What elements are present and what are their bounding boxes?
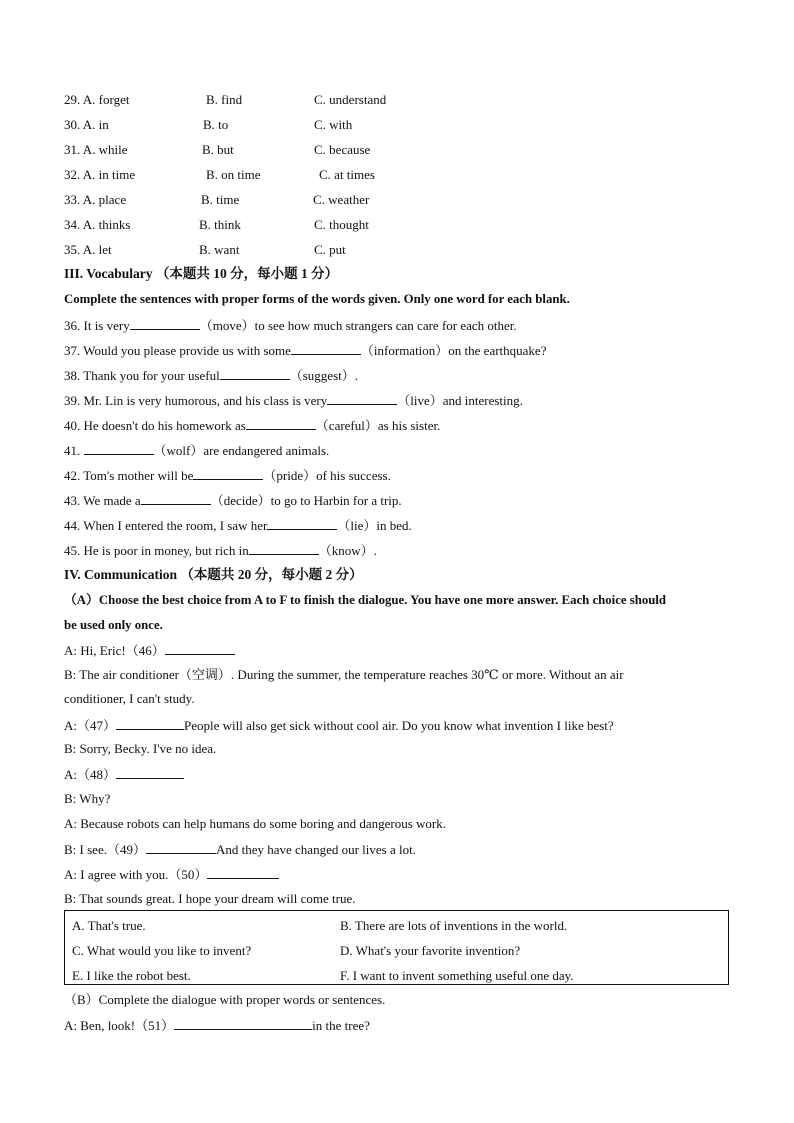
option-32-c: C. at times [319,167,375,182]
dialogue-line: A:（47） People will also get sick without cool air. Do you know what invention I like best? [64,718,614,733]
option-31-a: 31. A. while [64,142,128,157]
question-43: 43. We made a （decide）to go to Harbin for a trip. [64,493,402,508]
vocab-instruction: Complete the sentences with proper forms of the words given. Only one word for each blank. [64,292,570,306]
answer-blank[interactable] [291,342,361,355]
option-33-b: B. time [201,192,240,207]
comm-heading: IV. Communication （本题共 20 分，每小题 2 分） [64,567,363,582]
answer-blank[interactable] [116,766,184,779]
comm-instruction-a-line1: （A）Choose the best choice from A to F to finish the dialogue. You have one more answer. Each choice should [64,593,667,607]
dialogue-line: B: Sorry, Becky. I've no idea. [64,741,217,756]
dialogue-line: A: Hi, Eric!（46） [64,642,235,659]
option-34-b: B. think [199,217,241,232]
choice-c: C. What would you like to invent? [72,943,252,958]
question-41: 41. （wolf）are endangered animals. [64,443,330,458]
option-31-c: C. because [314,142,371,157]
dialogue-line: A: Ben, look!（51） in the tree? [64,1018,370,1033]
question-39: 39. Mr. Lin is very humorous, and his class is very （live）and interesting. [64,393,523,408]
answer-blank[interactable] [220,367,290,380]
dialogue-line: A: I agree with you.（50） [64,866,279,883]
option-30-a: 30. A. in [64,117,109,132]
dialogue-line: B: I see.（49） And they have changed our lives a lot. [64,842,416,857]
option-33-a: 33. A. place [64,192,127,207]
option-31-b: B. but [202,142,234,157]
comm-instruction-b: （B）Complete the dialogue with proper words or sentences. [64,992,386,1007]
answer-blank[interactable] [249,542,319,555]
question-45: 45. He is poor in money, but rich in （know）. [64,543,377,558]
question-44: 44. When I entered the room, I saw her （lie）in bed. [64,518,412,533]
choice-a: A. That's true. [72,918,146,933]
answer-blank[interactable] [267,517,337,530]
option-29-c: C. understand [314,92,387,107]
answer-blank[interactable] [246,417,316,430]
option-35-b: B. want [199,242,240,257]
option-29-a: 29. A. forget [64,92,130,107]
answer-blank[interactable] [141,492,211,505]
dialogue-line: B: That sounds great. I hope your dream will come true. [64,891,356,906]
option-35-a: 35. A. let [64,242,112,257]
comm-instruction-a-line2: be used only once. [64,618,163,632]
choice-f: F. I want to invent something useful one day. [340,968,574,983]
answer-blank[interactable] [207,866,279,879]
vocab-heading: III. Vocabulary （本题共 10 分，每小题 1 分） [64,266,339,281]
answer-blank[interactable] [130,317,200,330]
option-29-b: B. find [206,92,243,107]
option-32-b: B. on time [206,167,261,182]
answer-blank[interactable] [174,1017,312,1030]
answer-blank[interactable] [193,467,263,480]
answer-blank[interactable] [146,841,216,854]
question-42: 42. Tom's mother will be （pride）of his success. [64,468,391,483]
question-38: 38. Thank you for your useful （suggest）. [64,368,358,383]
dialogue-line: A: Because robots can help humans do some boring and dangerous work. [64,816,446,831]
question-36: 36. It is very （move）to see how much strangers can care for each other. [64,318,517,333]
answer-blank[interactable] [84,442,154,455]
choice-d: D. What's your favorite invention? [340,943,521,958]
option-32-a: 32. A. in time [64,167,136,182]
answer-blank[interactable] [116,717,184,730]
dialogue-line: B: Why? [64,791,111,806]
answer-blank[interactable] [165,642,235,655]
answer-blank[interactable] [327,392,397,405]
question-40: 40. He doesn't do his homework as （careful）as his sister. [64,418,441,433]
option-34-c: C. thought [314,217,369,232]
option-34-a: 34. A. thinks [64,217,131,232]
option-35-c: C. put [314,242,346,257]
option-33-c: C. weather [313,192,370,207]
dialogue-line: conditioner, I can't study. [64,691,195,706]
option-30-c: C. with [314,117,353,132]
question-37: 37. Would you please provide us with some （information）on the earthquake? [64,343,547,358]
choice-b: B. There are lots of inventions in the world. [340,918,568,933]
choice-e: E. I like the robot best. [72,968,191,983]
choices-box [64,910,729,985]
dialogue-line: A:（48） [64,766,184,783]
option-30-b: B. to [203,117,229,132]
dialogue-line: B: The air conditioner（空调）. During the summer, the temperature reaches 30℃ or more. Without an air [64,667,624,682]
